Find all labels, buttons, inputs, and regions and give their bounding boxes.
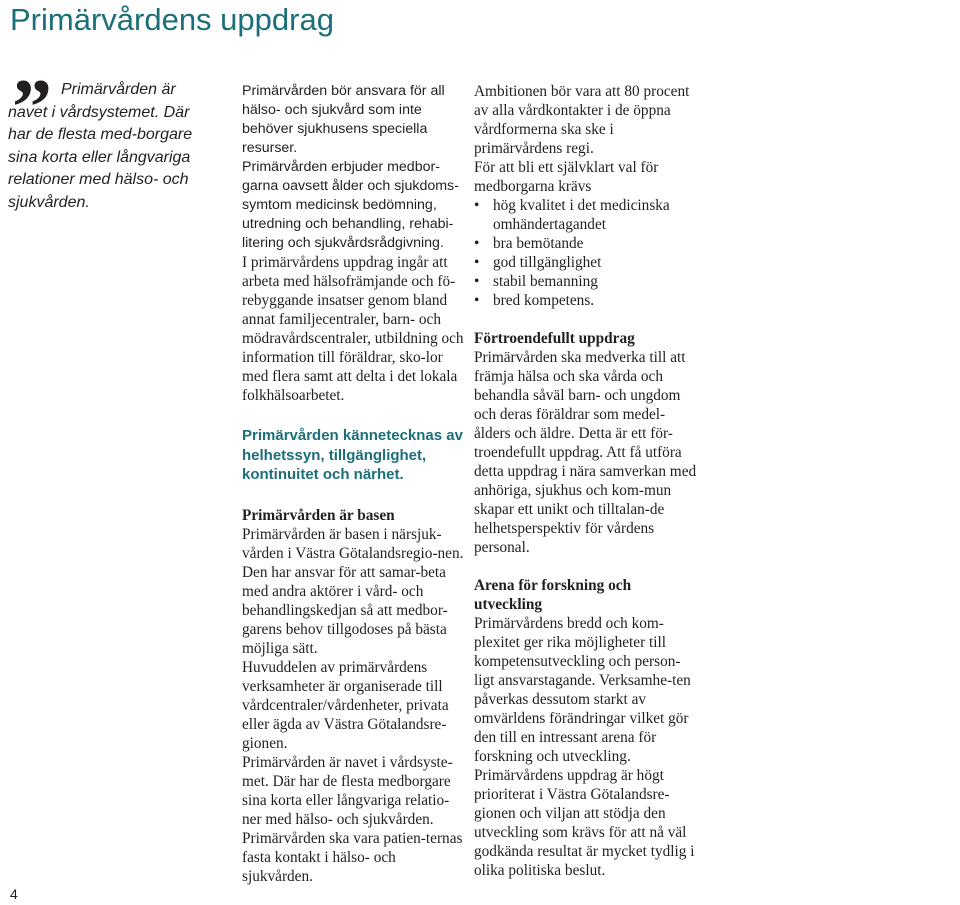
pull-quote-first-line: Primärvården är (61, 81, 176, 98)
section-heading: Förtroendefullt uppdrag (474, 330, 635, 347)
paragraph: Primärvården ska medverka till att främja hälsa och ska vårda och behandla såväl barn- och ungdom och deras föräldrar som medel-ålders och äldre. Detta är ett för-troendefullt uppdrag. Att få utföra detta uppdrag i nära samverkan med anhöriga, sjukhus och kom-mun skapar ett unikt och tilltalan-de helhetsperspektiv för vårdens personal. (474, 349, 697, 556)
list-item: • stabil bemanning (474, 272, 699, 291)
page-title: Primärvårdens uppdrag (10, 2, 334, 37)
paragraph: Primärvårdens bredd och kom-plexitet ger rika möjligheter till kompetensutveckling och person-ligt ansvarstagande. Verksamhe-ten påverkas dessutom starkt av omvärldens förändringar vilket gör den till en intressant arena för forskning och utveckling. (474, 615, 691, 765)
paragraph: Primärvården är navet i vårdsyste-met. Där har de flesta medborgare sina korta eller långvariga relatio-ner med hälso- och sjukvården. (242, 753, 453, 828)
requirements-list (474, 196, 699, 310)
list-item: • god tillgänglighet (474, 253, 699, 272)
text-column-1 (242, 82, 467, 886)
section-heading: Arena för forskning och utveckling (474, 577, 632, 613)
paragraph: Primärvården är basen i närsjuk-vården i Västra Götalandsregio-nen. Den har ansvar för att samar-beta med andra aktörer i vård- och behandlingskedjan så att medbor-garens behov tillgodoses på bästa möjliga sätt. (242, 525, 464, 657)
pull-quote (8, 79, 208, 214)
pull-quote-text: navet i vårdsystemet. Där har de flesta med-borgare sina korta eller långvariga relationer med hälso- och sjukvården. (8, 103, 193, 211)
page-number: 4 (10, 886, 18, 902)
paragraph: Huvuddelen av primärvårdens verksamheter är organiserade till vårdcentraler/vårdenheter, privata eller ägda av Västra Götalandsre-gionen. (242, 658, 449, 752)
list-item: • bred kompetens. (474, 291, 699, 310)
highlight-statement: Primärvården kännetecknas av helhetssyn, tillgänglighet, kontinuitet och närhet. (242, 427, 463, 483)
paragraph: För att bli ett självklart val för medborgarna krävs (474, 159, 659, 195)
section-heading: Primärvården är basen (242, 506, 395, 524)
paragraph: Primärvården ska vara patien-ternas fasta kontakt i hälso- och sjukvården. (242, 829, 463, 885)
list-item: • bra bemötande (474, 234, 699, 253)
text-column-2 (474, 82, 699, 880)
paragraph: Primärvården bör ansvara för all hälso- och sjukvård som inte behöver sjukhusens speciella resurser. (242, 83, 445, 156)
paragraph: Primärvården erbjuder medbor-garna oavsett ålder och sjukdoms-symtom medicinsk bedömning, utredning och behandling, rehabi-litering och sjukvårdsrådgivning. (242, 159, 459, 251)
paragraph: Primärvårdens uppdrag är högt prioriterat i Västra Götalandsre-gionen och viljan att stödja den utveckling som krävs för att nå väl godkända resultat är mycket tydlig i olika politiska beslut. (474, 767, 695, 879)
list-item: • hög kvalitet i det medicinska omhändertagandet (474, 196, 699, 234)
paragraph: I primärvårdens uppdrag ingår att arbeta med hälsofrämjande och fö-rebyggande insatser genom bland annat familjecentraler, barn- och mödravårdscentraler, utbildning och information till föräldrar, sko-lor med flera samt att delta i det lokala folkhälsoarbetet. (242, 254, 464, 404)
quotation-mark-icon: ” (12, 64, 52, 152)
paragraph: Ambitionen bör vara att 80 procent av alla vårdkontakter i de öppna vårdformerna ska ske i primärvårdens regi. (474, 83, 690, 157)
